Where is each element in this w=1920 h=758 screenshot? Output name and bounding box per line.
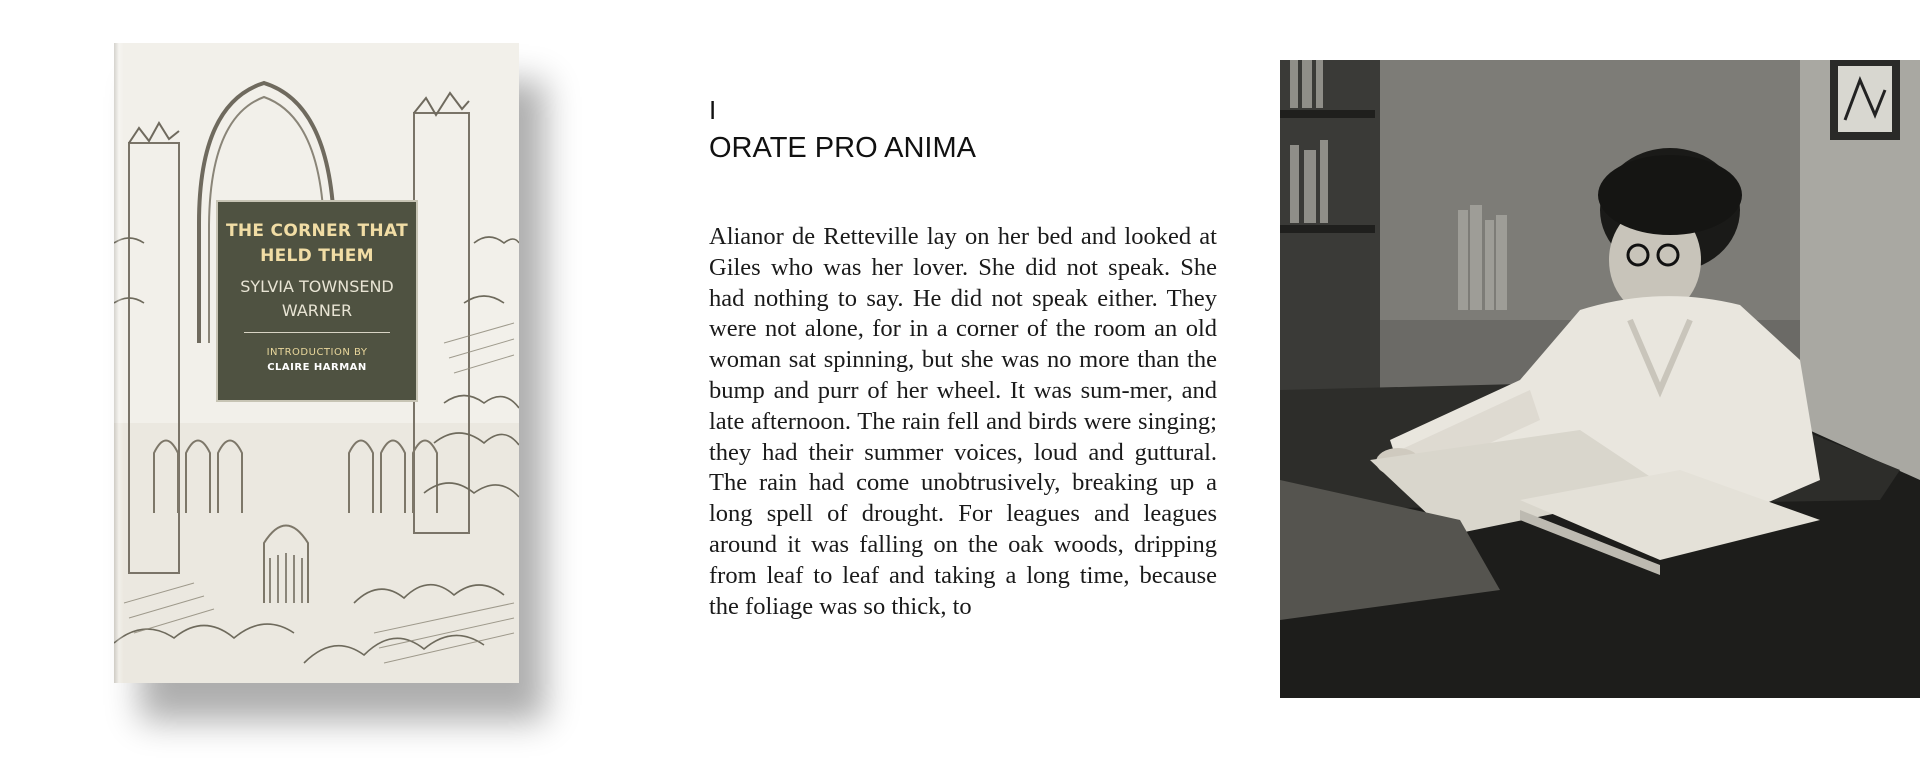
author-at-desk-photograph-icon [1280,60,1920,698]
book-author: SYLVIA TOWNSEND WARNER [240,277,394,320]
author-photo [1280,60,1920,698]
book-spine-edge [114,43,124,683]
cover-divider [244,332,390,333]
chapter-excerpt [709,95,1217,647]
chapter-title: ORATE PRO ANIMA [709,132,976,164]
chapter-number: I [709,95,717,125]
cover-title-panel [216,200,418,402]
chapter-body-text: Alianor de Retteville lay on her bed and looked at Giles who was her lover. She did not speak. She had nothing to say. He did not speak either. They were not alone, for in a corner of the room an old woman sat spinning, but she was no more than the bump and purr of her wheel. It was sum-mer, and late afternoon. The rain fell and birds were singing; they had their summer voices, loud and guttural. The rain had come unobtrusively, breaking up a long spell of drought. For leagues and leagues around it was falling on the oak woods, dripping from leaf to leaf and taking a long time, because the foliage was so thick, to [709,223,1217,620]
book-cover [114,43,519,683]
book-title: THE CORNER THAT HELD THEM [226,221,408,266]
intro-label: INTRODUCTION BY [266,347,368,358]
intro-name: CLAIRE HARMAN [267,362,367,373]
